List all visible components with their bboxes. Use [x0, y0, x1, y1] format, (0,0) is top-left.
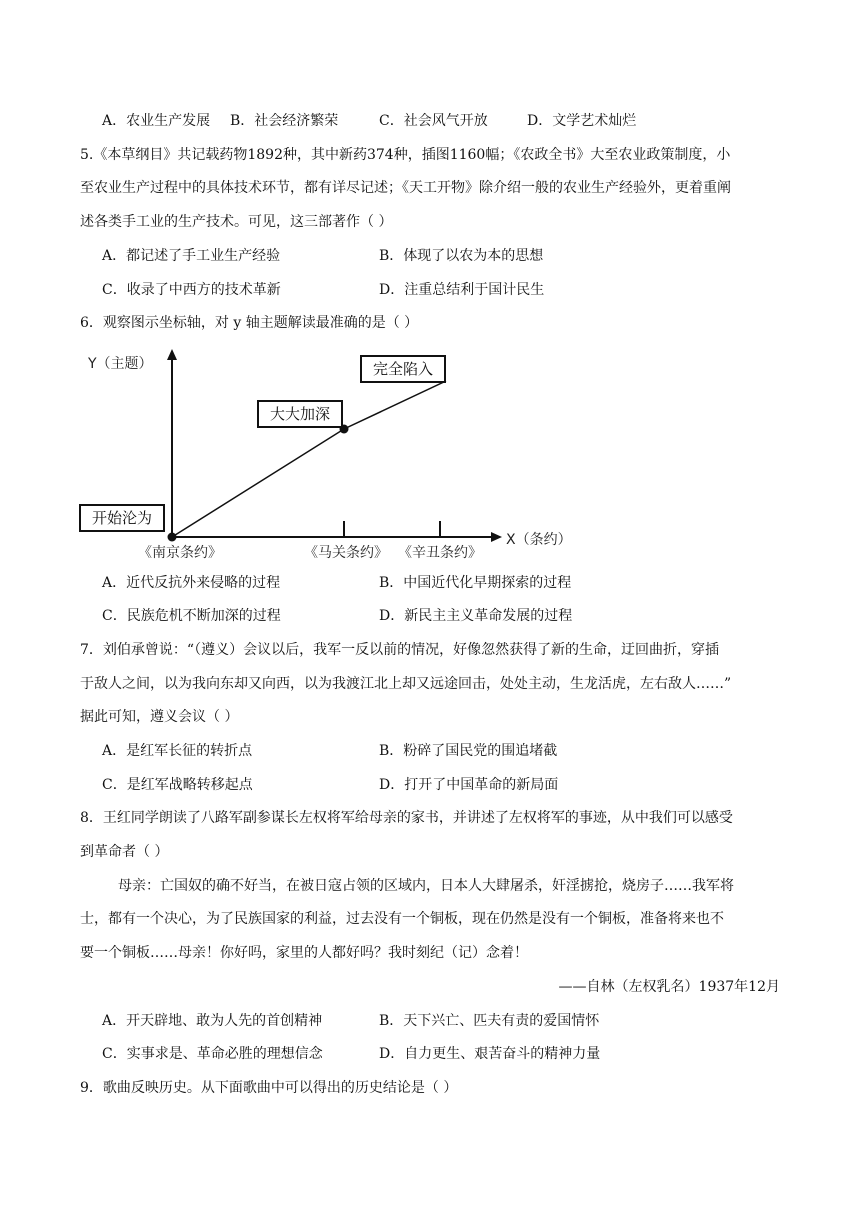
q5-option-d: D．注重总结利于国计民生 — [379, 282, 545, 298]
q6-diagram — [78, 345, 588, 565]
q8-option-d: D．自力更生、艰苦奋斗的精神力量 — [379, 1046, 601, 1062]
q7-option-b: B．粉碎了国民党的围追堵截 — [379, 743, 558, 759]
q5-option-b: B．体现了以农为本的思想 — [379, 248, 544, 264]
y-axis-label: Y（主题） — [88, 356, 153, 372]
q5-option-c: C．收录了中西方的技术革新 — [102, 282, 281, 298]
q9-stem: 9．歌曲反映历史。从下面歌曲中可以得出的历史结论是（ ） — [80, 1080, 458, 1096]
q4-option-b: B．社会经济繁荣 — [230, 113, 339, 129]
q8-option-a: A．开天辟地、敢为人先的首创精神 — [102, 1013, 323, 1029]
q8-letter-signature: ——自林（左权乳名）1937年12月 — [558, 979, 780, 995]
q5-stem-line-3: 述各类手工业的生产技术。可见，这三部著作（ ） — [80, 214, 393, 230]
q4-option-d: D．文学艺术灿烂 — [527, 113, 637, 129]
point-nanjing — [168, 533, 177, 542]
q5-stem-line-2: 至农业生产过程中的具体技术环节，都有详尽记述；《天工开物》除介绍一般的农业生产经验外，更着重阐 — [80, 180, 731, 196]
box-jiashen-label: 大大加深 — [269, 405, 331, 423]
q6-option-d: D．新民主主义革命发展的过程 — [379, 608, 573, 624]
box-kaishi-label: 开始沦为 — [91, 509, 153, 527]
q8-letter-line-1: 母亲：亡国奴的确不好当，在被日寇占领的区域内，日本人大肆屠杀，奸淫掳抢，烧房子……我军将 — [118, 878, 734, 894]
box-xianru-label: 完全陷入 — [372, 360, 434, 378]
q8-letter-line-3: 要一个铜板……母亲！你好吗，家里的人都好吗？我时刻纪（记）念着！ — [80, 945, 528, 961]
y-axis-arrow — [167, 349, 177, 360]
x-axis-arrow — [491, 532, 502, 542]
q7-option-a: A．是红军长征的转折点 — [102, 743, 253, 759]
q5-stem-line-1: 5.《本草纲目》共记载药物1892种，其中新药374种，插图1160幅；《农政全书》大至农业政策制度，小 — [80, 147, 731, 163]
x-tick-label-maguan: 《马关条约》 — [304, 545, 388, 561]
x-tick-label-nanjing: 《南京条约》 — [138, 545, 222, 561]
q6-option-c: C．民族危机不断加深的过程 — [102, 608, 281, 624]
q6-option-b: B．中国近代化早期探索的过程 — [379, 575, 572, 591]
q7-stem-line-2: 于敌人之间，以为我向东却又向西，以为我渡江北上却又远途回击，处处主动，生龙活虎，左右敌人……” — [80, 676, 732, 692]
q8-option-b: B．天下兴亡、匹夫有责的爱国情怀 — [379, 1013, 600, 1029]
q8-stem-line-2: 到革命者（ ） — [80, 844, 169, 860]
q7-stem-line-1: 7．刘伯承曾说：“（遵义）会议以后，我军一反以前的情况，好像忽然获得了新的生命，迂回曲折，穿插 — [80, 642, 720, 658]
q6-stem: 6．观察图示坐标轴，对 y 轴主题解读最准确的是（ ） — [80, 315, 419, 331]
q8-stem-line-1: 8．王红同学朗读了八路军副参谋长左权将军给母亲的家书，并讲述了左权将军的事迹，从中我们可以感受 — [80, 810, 733, 826]
q7-option-d: D．打开了中国革命的新局面 — [379, 777, 559, 793]
q8-option-c: C．实事求是、革命必胜的理想信念 — [102, 1046, 323, 1062]
x-tick-label-xinchou: 《辛丑条约》 — [398, 545, 482, 561]
q7-stem-line-3: 据此可知，遵义会议（ ） — [80, 709, 239, 725]
q4-option-a: A．农业生产发展 — [102, 113, 211, 129]
q4-option-c: C．社会风气开放 — [379, 113, 488, 129]
q5-option-a: A．都记述了手工业生产经验 — [102, 248, 281, 264]
x-axis-label: X（条约） — [506, 532, 572, 548]
q6-option-a: A．近代反抗外来侵略的过程 — [102, 575, 281, 591]
q8-letter-line-2: 士，都有一个决心，为了民族国家的利益，过去没有一个铜板，现在仍然是没有一个铜板，准备将来也不 — [80, 911, 724, 927]
q7-option-c: C．是红军战略转移起点 — [102, 777, 253, 793]
